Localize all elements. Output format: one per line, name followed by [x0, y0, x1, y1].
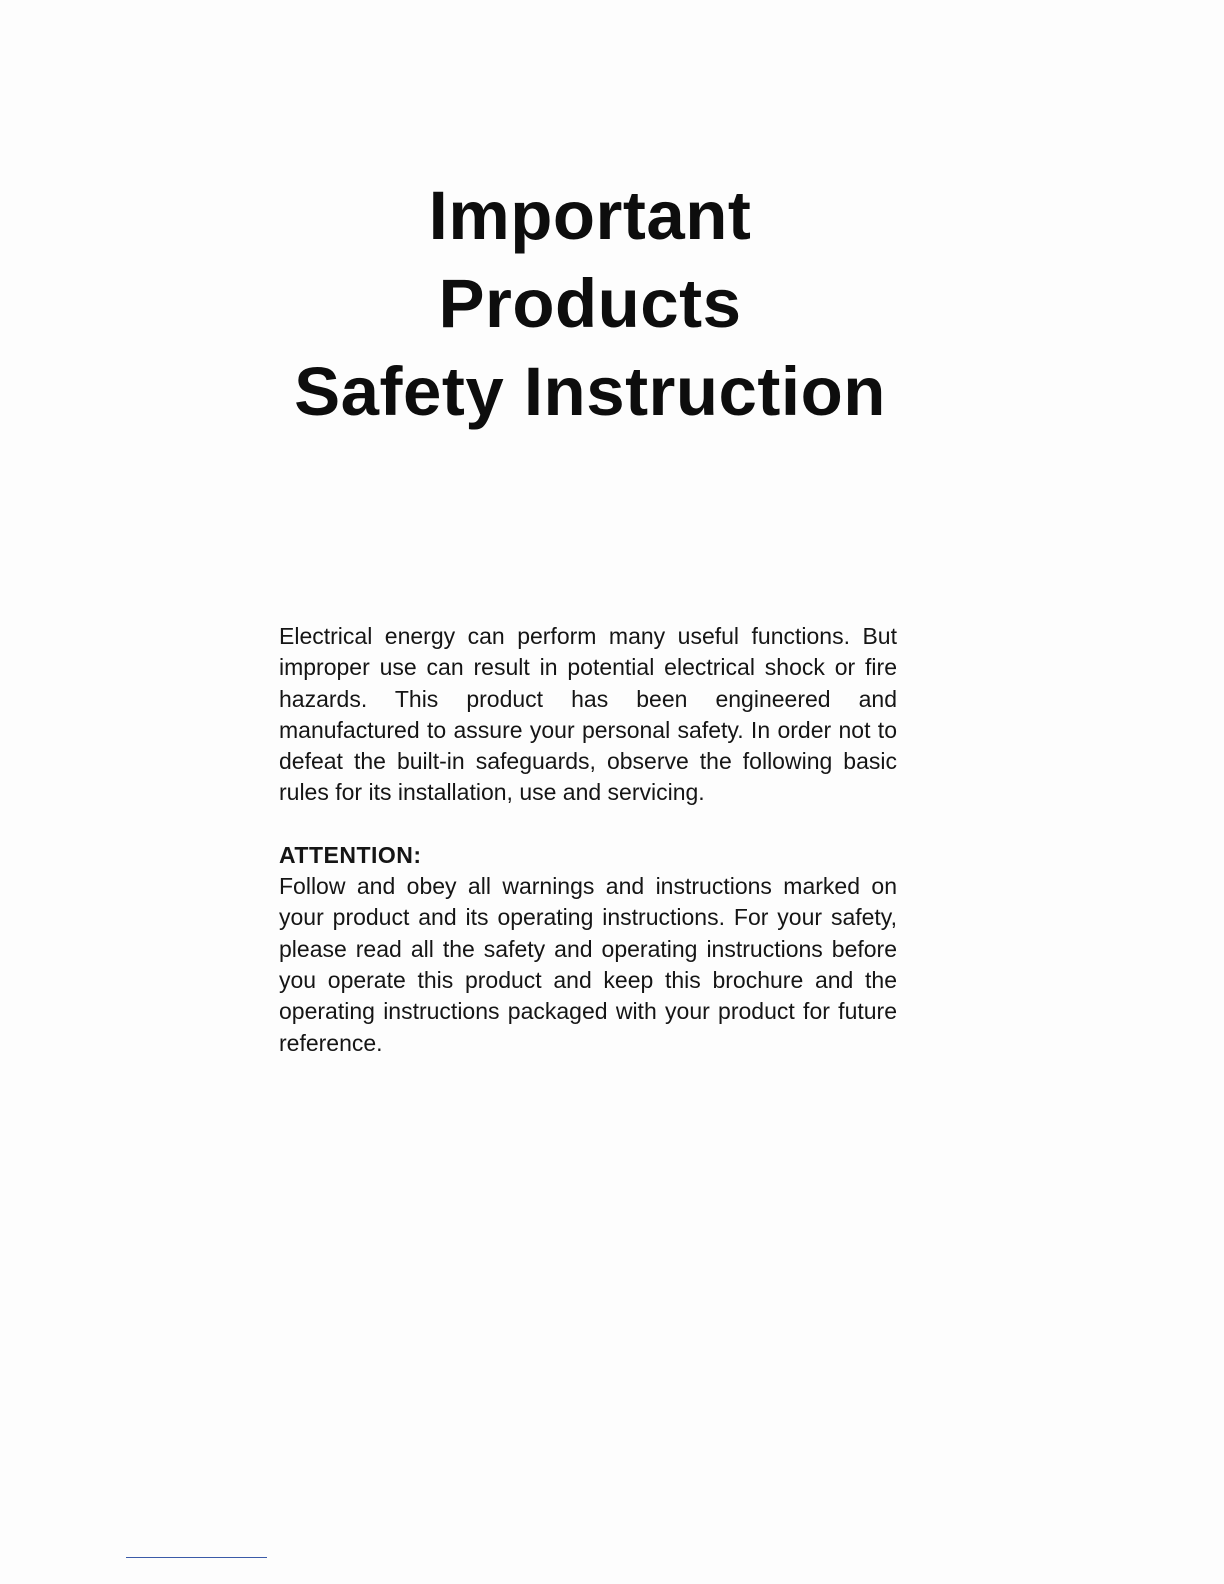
title-line-2: Safety Instruction	[294, 353, 886, 430]
intro-paragraph: Electrical energy can perform many useful functions. But improper use can result in potential electrical shock or fire hazards. This product has been engineered and manufactured to assure your personal safety. In order not to defeat the built-in safeguards, observe the following basic rules for its installation, use and servicing.	[279, 623, 897, 806]
body-text	[279, 621, 897, 1059]
page-title	[280, 172, 900, 436]
attention-paragraph: Follow and obey all warnings and instructions marked on your product and its operating instructions. For your safety, please read all the safety and operating instructions before you operate this product and keep this brochure and the operating instructions packaged with your product for future reference.	[279, 873, 897, 1056]
footer-rule	[126, 1557, 267, 1558]
title-line-1: Important Products	[428, 177, 752, 342]
attention-heading: ATTENTION:	[279, 841, 422, 868]
